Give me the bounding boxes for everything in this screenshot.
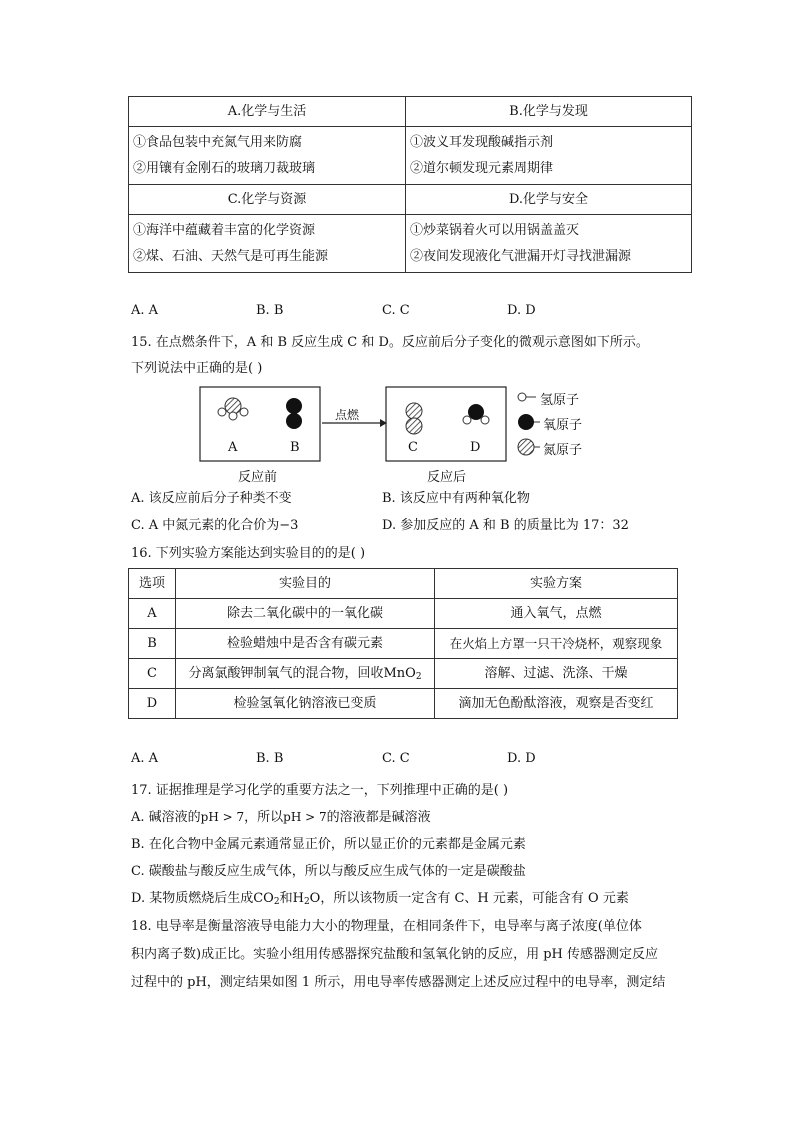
q14-c-line1: ①海洋中蕴藏着丰富的化学资源 bbox=[133, 222, 316, 238]
q17-a-part1: A. 碱溶液的 bbox=[131, 810, 201, 825]
molecule-d-icon bbox=[463, 404, 489, 424]
q16-row-b-option: B bbox=[129, 629, 176, 659]
q14-option-d[interactable]: D. D bbox=[507, 303, 536, 318]
q17-option-a[interactable] bbox=[131, 806, 431, 825]
q17-a-ph2: pH > 7 bbox=[283, 810, 327, 824]
q16-row-c-goal bbox=[176, 659, 435, 689]
q17-option-d[interactable] bbox=[131, 887, 629, 906]
q14-table bbox=[128, 96, 692, 273]
q17-d-o: O bbox=[309, 891, 321, 906]
q16-row-a-option: A bbox=[129, 599, 176, 629]
q16-option-a[interactable]: A. A bbox=[131, 751, 159, 766]
label-c: C bbox=[408, 440, 418, 455]
q14-option-c[interactable]: C. C bbox=[382, 303, 410, 318]
q16-row-d-option: D bbox=[129, 689, 176, 719]
q16-stem: 16. 下列实验方案能达到实验目的的是( ) bbox=[131, 546, 366, 561]
legend-oxygen-icon bbox=[518, 414, 540, 430]
q14-b-line1: ①波义耳发现酸碱指示剂 bbox=[410, 134, 554, 150]
label-d: D bbox=[470, 440, 481, 455]
before-caption: 反应前 bbox=[238, 470, 278, 485]
q16-option-d[interactable]: D. D bbox=[507, 751, 536, 766]
q14-cell-b-title: B.化学与发现 bbox=[406, 97, 692, 127]
q16-row-c-goal-mno: MnO bbox=[383, 665, 416, 681]
q17-a-ph1: pH > 7 bbox=[200, 810, 245, 824]
q17-d-part2: ，所以该物质一定含有 C、H 元素，可能含有 O 元素 bbox=[320, 891, 629, 906]
q16-option-b[interactable]: B. B bbox=[256, 751, 284, 766]
q15-option-a[interactable]: A. 该反应前后分子种类不变 bbox=[131, 491, 292, 506]
q17-d-co-sub: 2 bbox=[273, 897, 280, 907]
q14-cell-c-title: C.化学与资源 bbox=[129, 185, 406, 215]
q16-row-b-plan: 在火焰上方罩一只干冷烧杯，观察现象 bbox=[435, 629, 678, 659]
q14-option-b[interactable]: B. B bbox=[256, 303, 284, 318]
after-caption: 反应后 bbox=[427, 470, 467, 485]
q14-cell-a-body bbox=[129, 127, 406, 185]
q15-option-b[interactable]: B. 该反应中有两种氧化物 bbox=[382, 491, 530, 506]
molecule-a-icon bbox=[218, 398, 248, 420]
legend-hydrogen-icon bbox=[518, 393, 536, 401]
q16-row-a-plan: 通入氧气，点燃 bbox=[435, 599, 678, 629]
q14-cell-d-title: D.化学与安全 bbox=[406, 185, 692, 215]
q17-d-h: H bbox=[292, 891, 304, 906]
q16-header-option: 选项 bbox=[129, 569, 176, 599]
q14-d-line1: ①炒菜锅着火可以用锅盖盖灭 bbox=[410, 222, 580, 238]
q17-d-h-sub: 2 bbox=[303, 897, 310, 907]
molecule-c-icon bbox=[406, 403, 422, 434]
legend-oxygen-label: 氧原子 bbox=[543, 418, 583, 433]
q16-table bbox=[128, 568, 678, 719]
q14-cell-c-body bbox=[129, 215, 406, 273]
q17-d-co: CO bbox=[253, 891, 274, 906]
q16-row-c-plan: 溶解、过滤、洗涤、干燥 bbox=[435, 659, 678, 689]
q16-row-a-goal: 除去二氧化碳中的一氧化碳 bbox=[176, 599, 435, 629]
label-a: A bbox=[228, 440, 238, 455]
q16-row-d-plan: 滴加无色酚酞溶液，观察是否变红 bbox=[435, 689, 678, 719]
q17-a-part3: 的溶液都是碱溶液 bbox=[326, 810, 431, 825]
q16-row-c-goal-text: 分离氯酸钾制氧气的混合物，回收 bbox=[188, 665, 384, 681]
q18-line2: 积内离子数)成正比。实验小组用传感器探究盐酸和氢氧化钠的反应，用 pH 传感器测定反应 bbox=[131, 947, 658, 962]
legend-nitrogen-icon bbox=[518, 439, 540, 455]
q14-d-line2: ②夜间发现液化气泄漏开灯寻找泄漏源 bbox=[410, 248, 632, 264]
after-box bbox=[386, 387, 506, 461]
q18-line1: 18. 电导率是衡量溶液导电能力大小的物理量，在相同条件下，电导率与离子浓度(单位体 bbox=[131, 919, 642, 934]
q15-option-c[interactable]: C. A 中氮元素的化合价为−3 bbox=[131, 518, 299, 533]
q14-cell-b-body bbox=[406, 127, 692, 185]
q15-option-d[interactable]: D. 参加反应的 A 和 B 的质量比为 17：32 bbox=[382, 518, 629, 533]
q14-a-line2: ②用镶有金刚石的玻璃刀裁玻璃 bbox=[133, 160, 316, 176]
q15-stem-line1: 15. 在点燃条件下，A 和 B 反应生成 C 和 D。反应前后分子变化的微观示意图如下所示。 bbox=[131, 335, 649, 350]
q14-c-line2: ②煤、石油、天然气是可再生能源 bbox=[133, 248, 329, 264]
q16-row-d-goal: 检验氢氧化钠溶液已变质 bbox=[176, 689, 435, 719]
legend-hydrogen-label: 氢原子 bbox=[540, 393, 580, 408]
q17-option-b[interactable]: B. 在化合物中金属元素通常显正价，所以显正价的元素都是金属元素 bbox=[131, 837, 526, 852]
label-b: B bbox=[290, 440, 300, 455]
arrow-label: 点燃 bbox=[335, 408, 360, 422]
q14-cell-a-title: A.化学与生活 bbox=[129, 97, 406, 127]
q16-row-c-goal-sub: 2 bbox=[415, 671, 422, 682]
molecule-b-icon bbox=[286, 398, 302, 429]
q14-b-line2: ②道尔顿发现元素周期律 bbox=[410, 160, 554, 176]
q16-header-plan: 实验方案 bbox=[435, 569, 678, 599]
q14-option-a[interactable]: A. A bbox=[131, 303, 159, 318]
legend-nitrogen-label: 氮原子 bbox=[543, 443, 583, 458]
q17-stem: 17. 证据推理是学习化学的重要方法之一，下列推理中正确的是( ) bbox=[131, 783, 509, 798]
before-box bbox=[200, 387, 320, 461]
q15-stem-line2: 下列说法中正确的是( ) bbox=[131, 361, 263, 376]
q16-header-goal: 实验目的 bbox=[176, 569, 435, 599]
q17-d-and: 和 bbox=[279, 891, 293, 906]
q14-cell-d-body bbox=[406, 215, 692, 273]
q16-row-c-option: C bbox=[129, 659, 176, 689]
q16-option-c[interactable]: C. C bbox=[382, 751, 410, 766]
q17-d-part1: D. 某物质燃烧后生成 bbox=[131, 891, 254, 906]
q18-line3: 过程中的 pH，测定结果如图 1 所示，用电导率传感器测定上述反应过程中的电导率，测定结 bbox=[131, 975, 666, 990]
q17-option-c[interactable]: C. 碳酸盐与酸反应生成气体，所以与酸反应生成气体的一定是碳酸盐 bbox=[131, 864, 526, 879]
q16-row-b-goal: 检验蜡烛中是否含有碳元素 bbox=[176, 629, 435, 659]
q17-a-part2: ，所以 bbox=[244, 810, 284, 825]
q14-a-line1: ①食品包装中充氮气用来防腐 bbox=[133, 134, 303, 150]
